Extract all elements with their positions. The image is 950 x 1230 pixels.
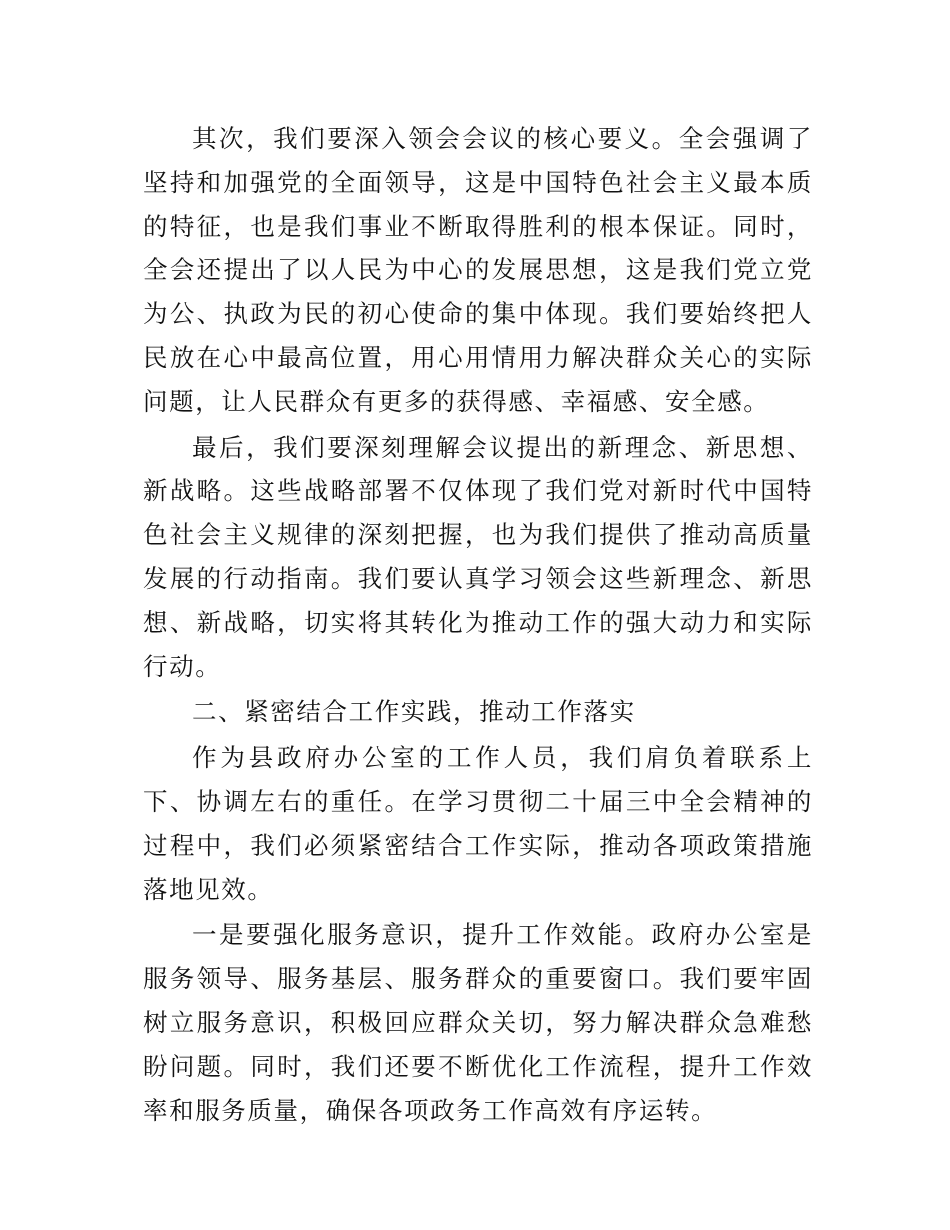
paragraph-core-essence: 其次，我们要深入领会会议的核心要义。全会强调了坚持和加强党的全面领导，这是中国特色社会主义最本质的特征，也是我们事业不断取得胜利的根本保证。同时，全会还提出了以人民为中心的发展思想，这是我们党立党为公、执政为民的初心使命的集中体现。我们要始终把人民放在心中最高位置，用心用情用力解决群众关心的实际问题，让人民群众有更多的获得感、幸福感、安全感。 [143,124,813,416]
section-heading: 二、紧密结合工作实践，推动工作落实 [192,697,636,727]
paragraph-office-role: 作为县政府办公室的工作人员，我们肩负着联系上下、协调左右的重任。在学习贯彻二十届三中全会精神的过程中，我们必须紧密结合工作实际，推动各项政策措施落地见效。 [143,743,813,904]
paragraph-new-concepts: 最后，我们要深刻理解会议提出的新理念、新思想、新战略。这些战略部署不仅体现了我们党对新时代中国特色社会主义规律的深刻把握，也为我们提供了推动高质量发展的行动指南。我们要认真学习领会这些新理念、新思想、新战略，切实将其转化为推动工作的强大动力和实际行动。 [143,432,813,681]
document-body [143,117,813,1132]
paragraph-service-awareness: 一是要强化服务意识，提升工作效能。政府办公室是服务领导、服务基层、服务群众的重要窗口。我们要牢固树立服务意识，积极回应群众关切，努力解决群众急难愁盼问题。同时，我们还要不断优化工作流程，提升工作效率和服务质量，确保各项政务工作高效有序运转。 [143,920,813,1125]
